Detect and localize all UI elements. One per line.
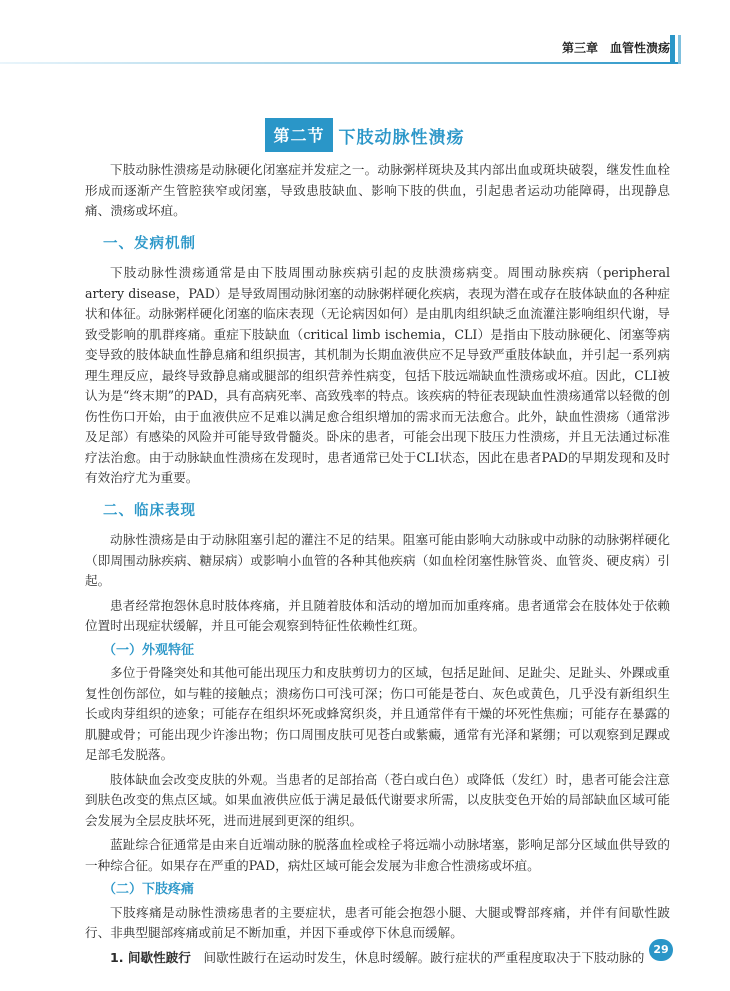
- appearance-paragraph-2: 肢体缺血会改变皮肤的外观。当患者的足部抬高（苍白或白色）或降低（发红）时，患者可能会注意到肤色改变的焦点区域。如果血液供应低于满足最低代谢要求所需，以皮肤变色开始的局部缺血区域可能会发展为全层皮肤坏死，进而进展到更深的组织。: [85, 771, 670, 828]
- pain-paragraph-1: 下肢疼痛是动脉性溃疡患者的主要症状，患者可能会抱怨小腿、大腿或臀部疼痛，并伴有间歇性跛行、非典型腿部疼痛或前足不断加重，并因下垂或停下休息而缓解。: [85, 904, 670, 940]
- intro-paragraph: 下肢动脉性溃疡是动脉硬化闭塞症并发症之一。动脉粥样斑块及其内部出血或斑块破裂，继发性血栓形成而逐渐产生管腔狭窄或闭塞，导致患肢缺血、影响下肢的供血，引起患者运动功能障碍，出现静息痛、溃疡或坏疽。: [85, 162, 670, 218]
- body-text: [85, 160, 670, 972]
- pain-paragraph-2: [85, 948, 670, 969]
- claudication-text: 间歇性跛行在运动时发生，休息时缓解。跛行症状的严重程度取决于下肢动脉的: [190, 949, 645, 965]
- header-accent-bar-thin: [678, 35, 681, 64]
- page-number: 29: [649, 939, 673, 961]
- page-header: [0, 33, 730, 63]
- clinical-paragraph-1: 动脉性溃疡是由于动脉阻塞引起的灌注不足的结果。阻塞可能由影响大动脉或中动脉的动脉粥样硬化（即周围动脉疾病、糖尿病）或影响小血管的各种其他疾病（如血栓闭塞性脉管炎、血管炎、硬皮病）引起。: [85, 532, 670, 588]
- pathogenesis-paragraph: 下肢动脉性溃疡通常是由下肢周围动脉疾病引起的皮肤溃疡病变。周围动脉疾病（peripheral artery disease，PAD）是导致周围动脉闭塞的动脉粥样硬化疾病，表现为潜在或存在肢体缺血的各种症状和体征。动脉粥样硬化闭塞的临床表现（无论病因如何）是由肌肉组织缺乏血流灌注影响组织代谢，导致受影响的肌群疼痛。重症下肢缺血（critical limb ischemia，CLI）是指由下肢动脉硬化、闭塞等病变导致的肢体缺血性静息痛和组织损害，其机制为长期血液供应不足导致严重肢体缺血，并引起一系列病理生理反应，最终导致静息痛或腿部的组织营养性病变，包括下肢远端缺血性溃疡或坏疽。因此，CLI被认为是“终末期”的PAD，具有高病死率、高致残率的特点。该疾病的特征表现缺血性溃疡通常以轻微的创伤性伤口开始，由于血液供应不足难以满足愈合组织增加的需求而无法愈合。此外，缺血性溃疡（通常涉及足部）有感染的风险并可能导致骨髓炎。卧床的患者，可能会出现下肢压力性溃疡，并且无法通过标准疗法治愈。由于动脉缺血性溃疡在发现时，患者通常已处于CLI状态，因此在患者PAD的早期发现和及时有效治疗尤为重要。: [85, 265, 670, 485]
- section-title: [0, 118, 730, 152]
- claudication-lead: 1. 间歇性跛行: [110, 949, 191, 965]
- chapter-title: 第三章 血管性溃疡: [561, 41, 670, 55]
- header-accent-bar: [670, 35, 675, 64]
- subheading-appearance: （一）外观特征: [103, 642, 195, 658]
- appearance-paragraph-1: 多位于骨隆突处和其他可能出现压力和皮肤剪切力的区域，包括足趾间、足趾尖、足趾头、外踝或重复性创伤部位，如与鞋的接触点；溃疡伤口可浅可深；伤口可能是苍白、灰色或黄色，几乎没有新组织生长或肉芽组织的迹象；可能存在组织坏死或蜂窝织炎，并且通常伴有干燥的坏死性焦痂；可能存在暴露的肌腱或骨；可能出现少许渗出物；伤口周围皮肤可见苍白或紫癜，通常有光泽和紧绷；可以观察到足踝或足部毛发脱落。: [85, 665, 670, 762]
- subheading-pain: （二）下肢疼痛: [103, 882, 195, 897]
- section-label: 第二节: [265, 118, 332, 152]
- appearance-paragraph-3: 蓝趾综合征通常是由来自近端动脉的脱落血栓或栓子将远端小动脉堵塞，影响足部分区域血供导致的一种综合征。如果存在严重的PAD，病灶区域可能会发展为非愈合性溃疡或坏疽。: [85, 837, 670, 873]
- section-name: 下肢动脉性溃疡: [338, 127, 465, 148]
- header-rule: [0, 62, 678, 64]
- heading-pathogenesis: 一、发病机制: [103, 235, 196, 252]
- clinical-paragraph-2: 患者经常抱怨休息时肢体疼痛，并且随着肢体和活动的增加而加重疼痛。患者通常会在肢体处于依赖位置时出现症状缓解，并且可能会观察到特征性依赖性红斑。: [85, 597, 670, 633]
- heading-clinical: 二、临床表现: [103, 502, 196, 519]
